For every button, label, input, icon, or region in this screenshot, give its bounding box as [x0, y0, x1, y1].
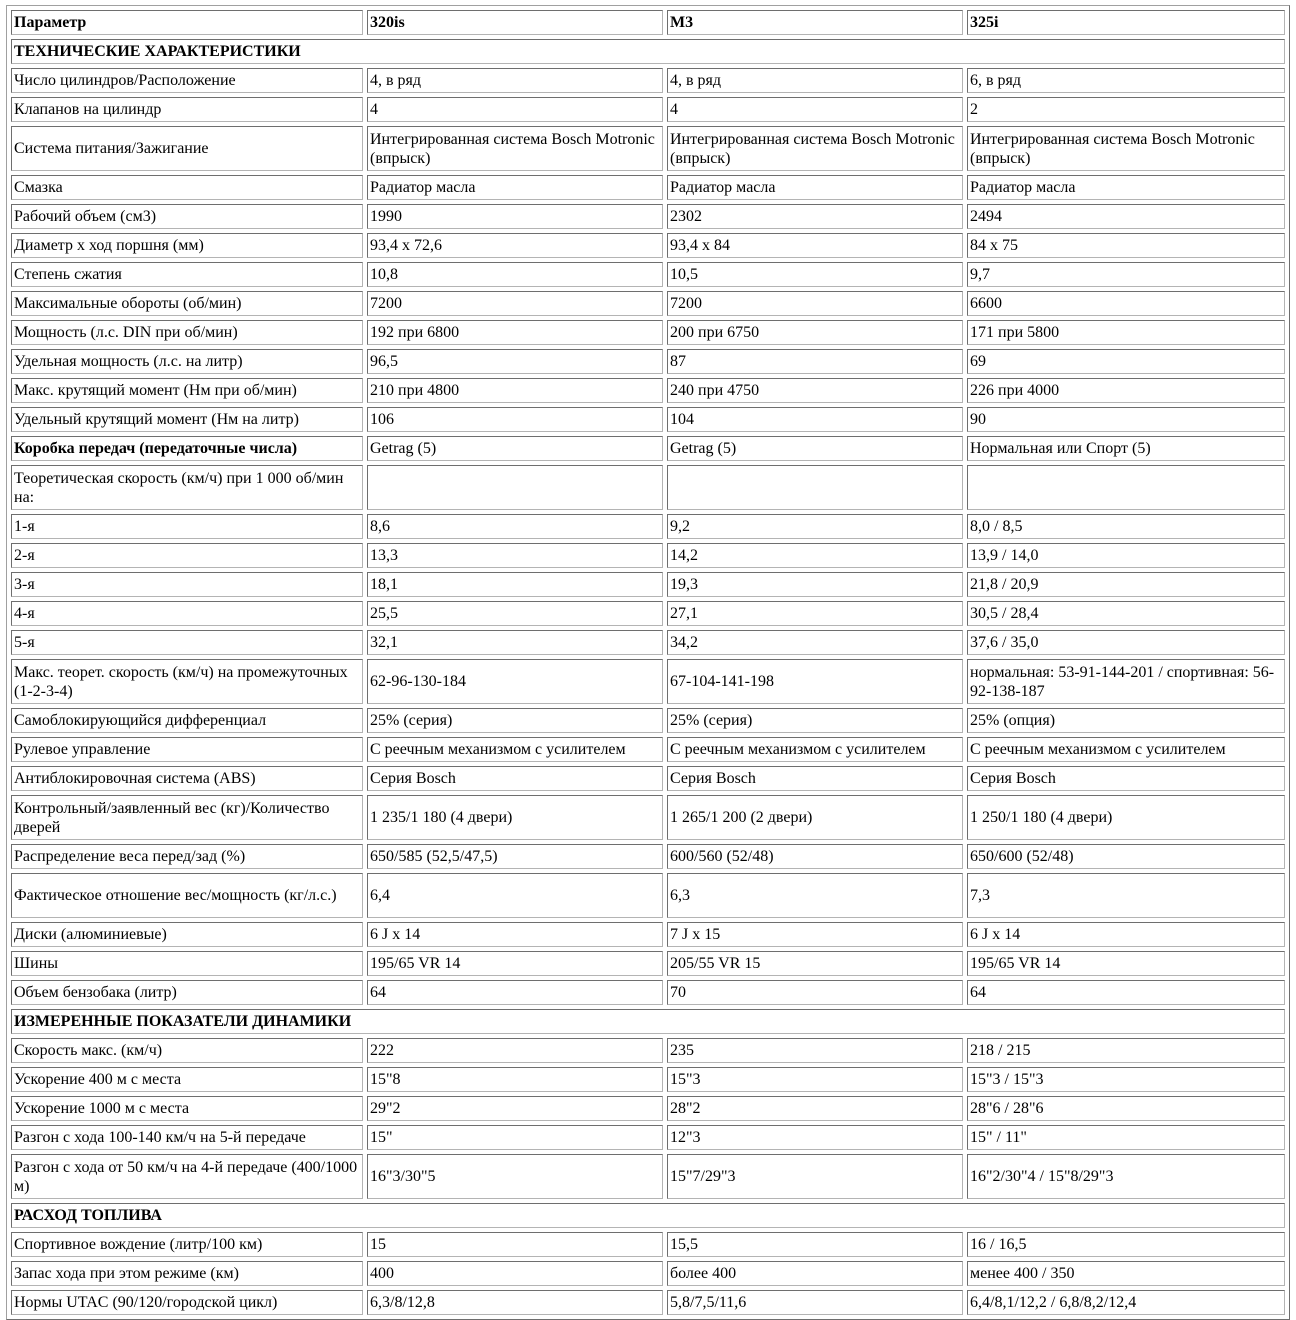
table-row — [11, 262, 1285, 287]
value-cell-m3: 15"7/29"3 — [667, 1154, 963, 1199]
value-cell-325i: нормальная: 53-91-144-201 / спортивная: 56-92-138-187 — [967, 659, 1285, 704]
value-cell-325i: 13,9 / 14,0 — [967, 543, 1285, 568]
value-cell-m3: 15"3 — [667, 1067, 963, 1092]
parameter-label: Антиблокировочная система (ABS) — [11, 766, 363, 791]
parameter-label: Смазка — [11, 175, 363, 200]
parameter-label: Удельная мощность (л.с. на литр) — [11, 349, 363, 374]
value-cell-325i: Нормальная или Спорт (5) — [967, 436, 1285, 461]
value-cell-m3: 1 265/1 200 (2 двери) — [667, 795, 963, 840]
value-cell-320is: 7200 — [367, 291, 663, 316]
table-row — [11, 795, 1285, 840]
value-cell-325i: 84 x 75 — [967, 233, 1285, 258]
value-cell-325i: Радиатор масла — [967, 175, 1285, 200]
table-row — [11, 601, 1285, 626]
value-cell-325i: 2494 — [967, 204, 1285, 229]
table-row — [11, 543, 1285, 568]
value-cell-m3: 67-104-141-198 — [667, 659, 963, 704]
value-cell-325i: Серия Bosch — [967, 766, 1285, 791]
value-cell-325i: 25% (опция) — [967, 708, 1285, 733]
parameter-label: Фактическое отношение вес/мощность (кг/л.с.) — [11, 873, 363, 918]
parameter-label: Макс. крутящий момент (Нм при об/мин) — [11, 378, 363, 403]
parameter-label: Макс. теорет. скорость (км/ч) на промежуточных (1-2-3-4) — [11, 659, 363, 704]
value-cell-m3: 15,5 — [667, 1232, 963, 1257]
value-cell-320is: 4 — [367, 97, 663, 122]
value-cell-325i: 69 — [967, 349, 1285, 374]
value-cell-325i: Интегрированная система Bosch Motronic (впрыск) — [967, 126, 1285, 171]
value-cell-325i: 6 J x 14 — [967, 922, 1285, 947]
value-cell-320is: 106 — [367, 407, 663, 432]
value-cell-325i: 171 при 5800 — [967, 320, 1285, 345]
table-row — [11, 708, 1285, 733]
value-cell-320is: 400 — [367, 1261, 663, 1286]
value-cell-325i: 15" / 11" — [967, 1125, 1285, 1150]
value-cell-m3: 25% (серия) — [667, 708, 963, 733]
table-row — [11, 873, 1285, 918]
parameter-label: 5-я — [11, 630, 363, 655]
header-row — [11, 10, 1285, 35]
value-cell-m3: 27,1 — [667, 601, 963, 626]
value-cell-320is: 62-96-130-184 — [367, 659, 663, 704]
table-row — [11, 291, 1285, 316]
value-cell-m3: 200 при 6750 — [667, 320, 963, 345]
value-cell-320is: 10,8 — [367, 262, 663, 287]
parameter-label: Разгон с хода от 50 км/ч на 4-й передаче (400/1000 м) — [11, 1154, 363, 1199]
table-row — [11, 1038, 1285, 1063]
section-heading: ТЕХНИЧЕСКИЕ ХАРАКТЕРИСТИКИ — [11, 39, 1285, 64]
header-cell-320is: 320is — [367, 10, 663, 35]
parameter-label: Объем бензобака (литр) — [11, 980, 363, 1005]
value-cell-m3 — [667, 465, 963, 510]
value-cell-320is: 192 при 6800 — [367, 320, 663, 345]
value-cell-320is: 210 при 4800 — [367, 378, 663, 403]
spec-table — [6, 5, 1290, 1320]
parameter-label: 3-я — [11, 572, 363, 597]
value-cell-320is: 64 — [367, 980, 663, 1005]
value-cell-m3: 12"3 — [667, 1125, 963, 1150]
table-row — [11, 349, 1285, 374]
section-row — [11, 1203, 1285, 1228]
value-cell-320is: 195/65 VR 14 — [367, 951, 663, 976]
table-row — [11, 465, 1285, 510]
value-cell-320is: 15" — [367, 1125, 663, 1150]
table-row — [11, 204, 1285, 229]
value-cell-320is: 8,6 — [367, 514, 663, 539]
value-cell-320is: 93,4 x 72,6 — [367, 233, 663, 258]
parameter-label: Удельный крутящий момент (Нм на литр) — [11, 407, 363, 432]
value-cell-m3: С реечным механизмом с усилителем — [667, 737, 963, 762]
parameter-label: Спортивное вождение (литр/100 км) — [11, 1232, 363, 1257]
value-cell-m3: 14,2 — [667, 543, 963, 568]
parameter-label: Ускорение 1000 м с места — [11, 1096, 363, 1121]
value-cell-325i — [967, 465, 1285, 510]
table-row — [11, 175, 1285, 200]
parameter-label: Самоблокирующийся дифференциал — [11, 708, 363, 733]
value-cell-320is: 18,1 — [367, 572, 663, 597]
value-cell-325i: 218 / 215 — [967, 1038, 1285, 1063]
table-row — [11, 630, 1285, 655]
value-cell-m3: 10,5 — [667, 262, 963, 287]
parameter-label: Число цилиндров/Расположение — [11, 68, 363, 93]
value-cell-320is: С реечным механизмом с усилителем — [367, 737, 663, 762]
value-cell-m3: Серия Bosch — [667, 766, 963, 791]
section-heading: РАСХОД ТОПЛИВА — [11, 1203, 1285, 1228]
parameter-label: Контрольный/заявленный вес (кг)/Количество дверей — [11, 795, 363, 840]
parameter-label: Диаметр x ход поршня (мм) — [11, 233, 363, 258]
value-cell-325i: 15"3 / 15"3 — [967, 1067, 1285, 1092]
parameter-label: Максимальные обороты (об/мин) — [11, 291, 363, 316]
value-cell-325i: менее 400 / 350 — [967, 1261, 1285, 1286]
value-cell-m3: 87 — [667, 349, 963, 374]
value-cell-m3: 104 — [667, 407, 963, 432]
value-cell-320is: Getrag (5) — [367, 436, 663, 461]
value-cell-320is: 6 J x 14 — [367, 922, 663, 947]
value-cell-320is: 25,5 — [367, 601, 663, 626]
parameter-label: Рулевое управление — [11, 737, 363, 762]
value-cell-m3: 600/560 (52/48) — [667, 844, 963, 869]
value-cell-325i: 16"2/30"4 / 15"8/29"3 — [967, 1154, 1285, 1199]
value-cell-320is: 6,4 — [367, 873, 663, 918]
parameter-label: Рабочий объем (см3) — [11, 204, 363, 229]
parameter-label: Шины — [11, 951, 363, 976]
header-cell-325i: 325i — [967, 10, 1285, 35]
value-cell-325i: 650/600 (52/48) — [967, 844, 1285, 869]
table-row — [11, 951, 1285, 976]
parameter-label: Коробка передач (передаточные числа) — [11, 436, 363, 461]
section-row — [11, 1009, 1285, 1034]
table-row — [11, 97, 1285, 122]
section-heading: ИЗМЕРЕННЫЕ ПОКАЗАТЕЛИ ДИНАМИКИ — [11, 1009, 1285, 1034]
value-cell-m3: Getrag (5) — [667, 436, 963, 461]
value-cell-325i: 64 — [967, 980, 1285, 1005]
value-cell-320is: Серия Bosch — [367, 766, 663, 791]
table-row — [11, 68, 1285, 93]
table-row — [11, 572, 1285, 597]
parameter-label: Система питания/Зажигание — [11, 126, 363, 171]
table-row — [11, 1067, 1285, 1092]
value-cell-325i: 28"6 / 28"6 — [967, 1096, 1285, 1121]
table-row — [11, 844, 1285, 869]
value-cell-320is: 222 — [367, 1038, 663, 1063]
value-cell-320is: 1990 — [367, 204, 663, 229]
value-cell-325i: 195/65 VR 14 — [967, 951, 1285, 976]
parameter-label: Скорость макс. (км/ч) — [11, 1038, 363, 1063]
value-cell-325i: 8,0 / 8,5 — [967, 514, 1285, 539]
value-cell-m3: 205/55 VR 15 — [667, 951, 963, 976]
table-row — [11, 320, 1285, 345]
table-row — [11, 766, 1285, 791]
value-cell-m3: 4 — [667, 97, 963, 122]
table-row — [11, 1290, 1285, 1315]
value-cell-m3: 34,2 — [667, 630, 963, 655]
value-cell-m3: 4, в ряд — [667, 68, 963, 93]
value-cell-320is: 650/585 (52,5/47,5) — [367, 844, 663, 869]
parameter-label: Степень сжатия — [11, 262, 363, 287]
value-cell-320is: 15 — [367, 1232, 663, 1257]
value-cell-320is: 96,5 — [367, 349, 663, 374]
value-cell-320is: 25% (серия) — [367, 708, 663, 733]
table-row — [11, 1261, 1285, 1286]
parameter-label: Диски (алюминиевые) — [11, 922, 363, 947]
value-cell-325i: 21,8 / 20,9 — [967, 572, 1285, 597]
spec-table-body — [11, 10, 1285, 1315]
parameter-label: Нормы UTAC (90/120/городской цикл) — [11, 1290, 363, 1315]
value-cell-325i: 6,4/8,1/12,2 / 6,8/8,2/12,4 — [967, 1290, 1285, 1315]
value-cell-325i: 7,3 — [967, 873, 1285, 918]
header-cell-parameter: Параметр — [11, 10, 363, 35]
value-cell-325i: 37,6 / 35,0 — [967, 630, 1285, 655]
value-cell-m3: 7 J x 15 — [667, 922, 963, 947]
value-cell-325i: 16 / 16,5 — [967, 1232, 1285, 1257]
value-cell-m3: 9,2 — [667, 514, 963, 539]
value-cell-m3: более 400 — [667, 1261, 963, 1286]
value-cell-m3: Интегрированная система Bosch Motronic (впрыск) — [667, 126, 963, 171]
value-cell-m3: 235 — [667, 1038, 963, 1063]
parameter-label: Распределение веса перед/зад (%) — [11, 844, 363, 869]
parameter-label: Клапанов на цилиндр — [11, 97, 363, 122]
value-cell-m3: 70 — [667, 980, 963, 1005]
value-cell-320is: 16"3/30"5 — [367, 1154, 663, 1199]
parameter-label: 1-я — [11, 514, 363, 539]
parameter-label: Запас хода при этом режиме (км) — [11, 1261, 363, 1286]
value-cell-325i: С реечным механизмом с усилителем — [967, 737, 1285, 762]
value-cell-320is: 6,3/8/12,8 — [367, 1290, 663, 1315]
table-row — [11, 1096, 1285, 1121]
table-row — [11, 737, 1285, 762]
value-cell-m3: 2302 — [667, 204, 963, 229]
value-cell-320is: 15"8 — [367, 1067, 663, 1092]
table-row — [11, 514, 1285, 539]
table-row — [11, 407, 1285, 432]
table-row — [11, 1232, 1285, 1257]
value-cell-320is: 29"2 — [367, 1096, 663, 1121]
value-cell-325i: 6600 — [967, 291, 1285, 316]
value-cell-320is — [367, 465, 663, 510]
table-row — [11, 126, 1285, 171]
value-cell-320is: 1 235/1 180 (4 двери) — [367, 795, 663, 840]
value-cell-m3: 93,4 x 84 — [667, 233, 963, 258]
value-cell-m3: 7200 — [667, 291, 963, 316]
table-row — [11, 436, 1285, 461]
value-cell-325i: 1 250/1 180 (4 двери) — [967, 795, 1285, 840]
parameter-label: Мощность (л.с. DIN при об/мин) — [11, 320, 363, 345]
value-cell-325i: 90 — [967, 407, 1285, 432]
table-row — [11, 659, 1285, 704]
parameter-label: 4-я — [11, 601, 363, 626]
value-cell-325i: 226 при 4000 — [967, 378, 1285, 403]
table-row — [11, 980, 1285, 1005]
value-cell-m3: 28"2 — [667, 1096, 963, 1121]
value-cell-325i: 30,5 / 28,4 — [967, 601, 1285, 626]
table-row — [11, 1125, 1285, 1150]
value-cell-320is: 13,3 — [367, 543, 663, 568]
parameter-label: Разгон с хода 100-140 км/ч на 5-й передаче — [11, 1125, 363, 1150]
table-row — [11, 922, 1285, 947]
header-cell-m3: M3 — [667, 10, 963, 35]
parameter-label: Ускорение 400 м с места — [11, 1067, 363, 1092]
value-cell-m3: 19,3 — [667, 572, 963, 597]
value-cell-320is: Радиатор масла — [367, 175, 663, 200]
value-cell-325i: 9,7 — [967, 262, 1285, 287]
table-row — [11, 378, 1285, 403]
value-cell-320is: 4, в ряд — [367, 68, 663, 93]
value-cell-m3: 5,8/7,5/11,6 — [667, 1290, 963, 1315]
value-cell-325i: 2 — [967, 97, 1285, 122]
value-cell-m3: 240 при 4750 — [667, 378, 963, 403]
value-cell-m3: Радиатор масла — [667, 175, 963, 200]
table-row — [11, 1154, 1285, 1199]
value-cell-m3: 6,3 — [667, 873, 963, 918]
value-cell-320is: Интегрированная система Bosch Motronic (впрыск) — [367, 126, 663, 171]
table-row — [11, 233, 1285, 258]
section-row — [11, 39, 1285, 64]
value-cell-320is: 32,1 — [367, 630, 663, 655]
value-cell-325i: 6, в ряд — [967, 68, 1285, 93]
parameter-label: Теоретическая скорость (км/ч) при 1 000 об/мин на: — [11, 465, 363, 510]
parameter-label: 2-я — [11, 543, 363, 568]
